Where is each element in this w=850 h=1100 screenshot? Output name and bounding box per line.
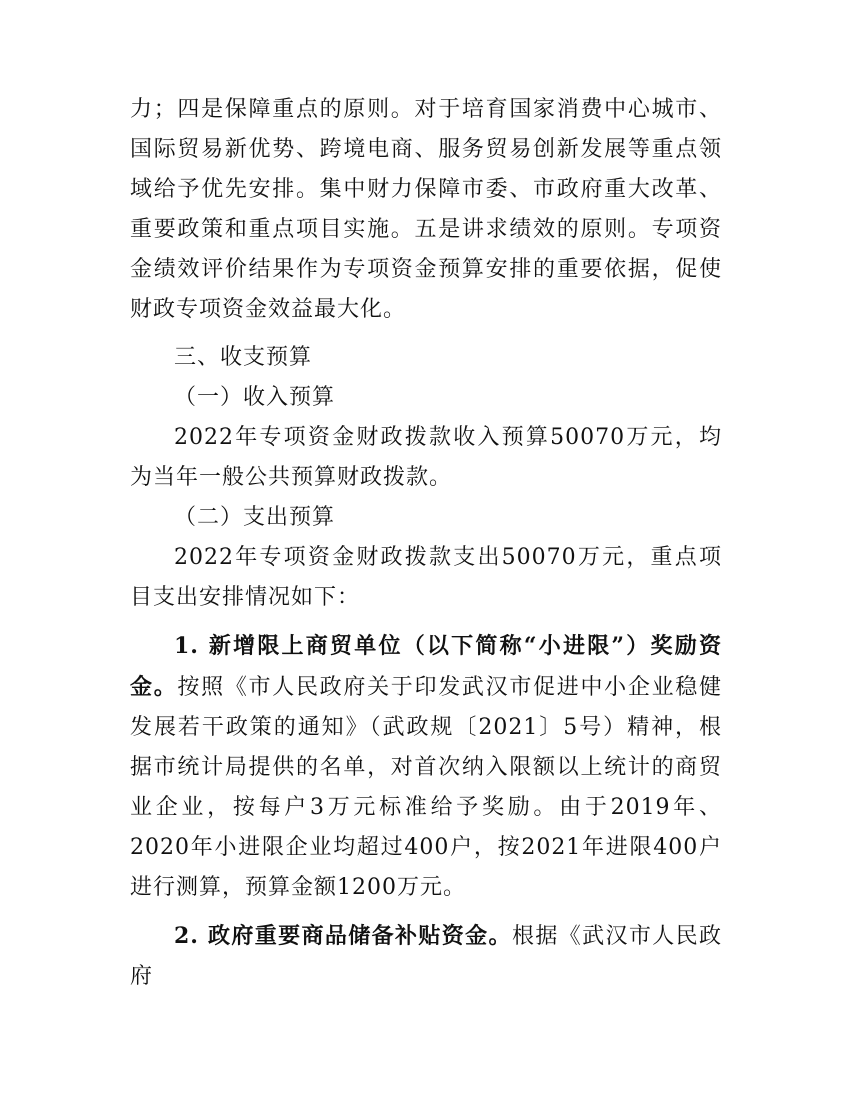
subheading-expenditure-budget: （二）支出预算	[174, 505, 336, 530]
document-body	[130, 90, 722, 997]
section-heading-budget: 三、收支预算	[174, 345, 313, 370]
item-1-title: 1. 新增限上商贸单位（以下简称“小进限”）奖励资金。	[130, 633, 722, 700]
subheading-income-budget: （一）收入预算	[174, 385, 336, 410]
paragraph-item-2	[130, 916, 722, 997]
item-2-title: 2. 政府重要商品储备补贴资金。	[174, 923, 512, 949]
item-2-body: 根据《武汉市人民政府	[130, 924, 722, 989]
paragraph-income-budget: 2022年专项资金财政拨款收入预算50070万元，均为当年一般公共预算财政拨款。	[130, 425, 722, 490]
paragraph-expenditure-budget: 2022年专项资金财政拨款支出50070万元，重点项目支出安排情况如下：	[130, 545, 722, 610]
paragraph-item-1	[130, 626, 722, 908]
item-1-body: 按照《市人民政府关于印发武汉市促进中小企业稳健发展若干政策的通知》（武政规〔2021〕5号）精神，根据市统计局提供的名单，对首次纳入限额以上统计的商贸业企业，按每户3万元标准给予奖励。由于2019年、2020年小进限企业均超过400户，按2021年进限400户进行测算，预算金额1200万元。	[130, 675, 722, 900]
paragraph-principles-continued: 力；四是保障重点的原则。对于培育国家消费中心城市、国际贸易新优势、跨境电商、服务贸易创新发展等重点领域给予优先安排。集中财力保障市委、市政府重大改革、重要政策和重点项目实施。五是讲求绩效的原则。专项资金绩效评价结果作为专项资金预算安排的重要依据，促使财政专项资金效益最大化。	[130, 97, 722, 322]
